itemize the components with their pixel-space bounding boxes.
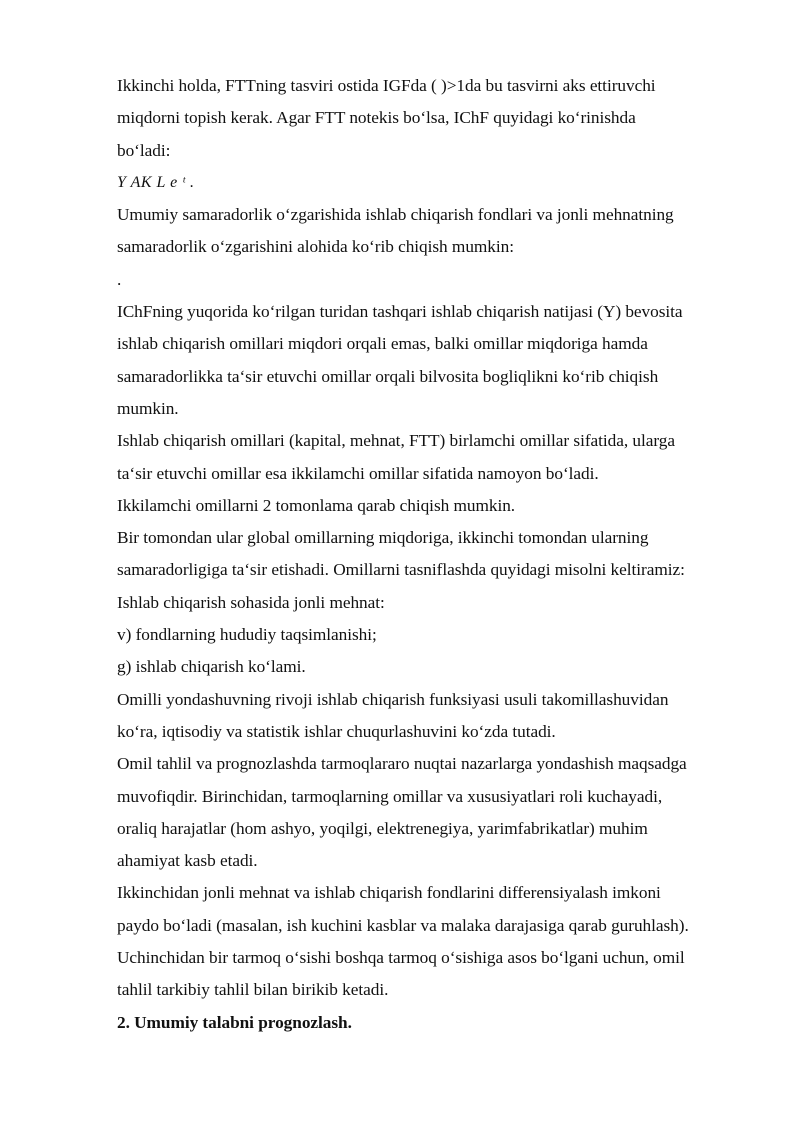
text-line: samaradorligiga ta‘sir etishadi. Omillarni tasniflashda quyidagi misolni keltiramiz: (117, 560, 685, 580)
text-line: Umumiy samaradorlik o‘zgarishida ishlab chiqarish fondlari va jonli mehnatning (117, 205, 674, 225)
text-line: tahlil tarkibiy tahlil bilan birikib ketadi. (117, 980, 389, 1000)
text-line: Ishlab chiqarish sohasida jonli mehnat: (117, 592, 385, 612)
text-line: bo‘ladi: (117, 140, 171, 160)
text-line: paydo bo‘ladi (masalan, ish kuchini kasblar va malaka darajasiga qarab guruhlash). (117, 915, 689, 935)
document-page (117, 70, 757, 1039)
text-line: Bir tomondan ular global omillarning miqdoriga, ikkinchi tomondan ularning (117, 528, 649, 548)
text-line: Omil tahlil va prognozlashda tarmoqlararo nuqtai nazarlarga yondashish maqsadga (117, 754, 687, 774)
text-line: Ikkinchi holda, FTTning tasviri ostida IGFda ( )>1da bu tasvirni aks ettiruvchi (117, 76, 656, 95)
section-heading: 2. Umumiy talabni prognozlash. (117, 1012, 352, 1032)
text-line: Uchinchidan bir tarmoq o‘sishi boshqa tarmoq o‘sishiga asos bo‘lgani uchun, omil (117, 948, 685, 968)
text-line: ko‘ra, iqtisodiy va statistik ishlar chuqurlashuvini ko‘zda tutadi. (117, 721, 556, 741)
text-line: Ikkinchidan jonli mehnat va ishlab chiqarish fondlarini differensiyalash imkoni (117, 883, 661, 903)
text-line: ta‘sir etuvchi omillar esa ikkilamchi omillar sifatida namoyon bo‘ladi. (117, 463, 599, 483)
text-line: muvofiqdir. Birinchidan, tarmoqlarning omillar va xususiyatlari roli kuchayadi, (117, 786, 663, 806)
text-line: ahamiyat kasb etadi. (117, 851, 258, 871)
text-line: oraliq harajatlar (hom ashyo, yoqilgi, elektrenegiya, yarimfabrikatlar) muhim (117, 818, 648, 838)
text-line: Omilli yondashuvning rivoji ishlab chiqarish funksiyasi usuli takomillashuvidan (117, 689, 669, 709)
list-item: g) ishlab chiqarish ko‘lami. (117, 657, 306, 677)
text-line: samaradorlikka ta‘sir etuvchi omillar orqali bilvosita bogliqlikni ko‘rib chiqish (117, 366, 659, 386)
formula-placeholder-line: . (117, 269, 122, 289)
text-line: samaradorlik o‘zgarishini alohida ko‘rib chiqish mumkin: (117, 237, 514, 257)
text-line: Ishlab chiqarish omillari (kapital, mehnat, FTT) birlamchi omillar sifatida, ularga (117, 431, 675, 451)
list-item: v) fondlarning hududiy taqsimlanishi; (117, 625, 377, 645)
text-line: ishlab chiqarish omillari miqdori orqali emas, balki omillar miqdoriga hamda (117, 334, 648, 354)
text-line: IChFning yuqorida ko‘rilgan turidan tashqari ishlab chiqarish natijasi (Y) bevosita (117, 302, 683, 322)
text-line: Ikkilamchi omillarni 2 tomonlama qarab chiqish mumkin. (117, 495, 516, 515)
text-line: miqdorni topish kerak. Agar FTT notekis bo‘lsa, IChF quyidagi ko‘rinishda (117, 108, 636, 128)
formula-line: Y AK L e ᵗ . (117, 173, 195, 191)
text-line: mumkin. (117, 398, 179, 418)
